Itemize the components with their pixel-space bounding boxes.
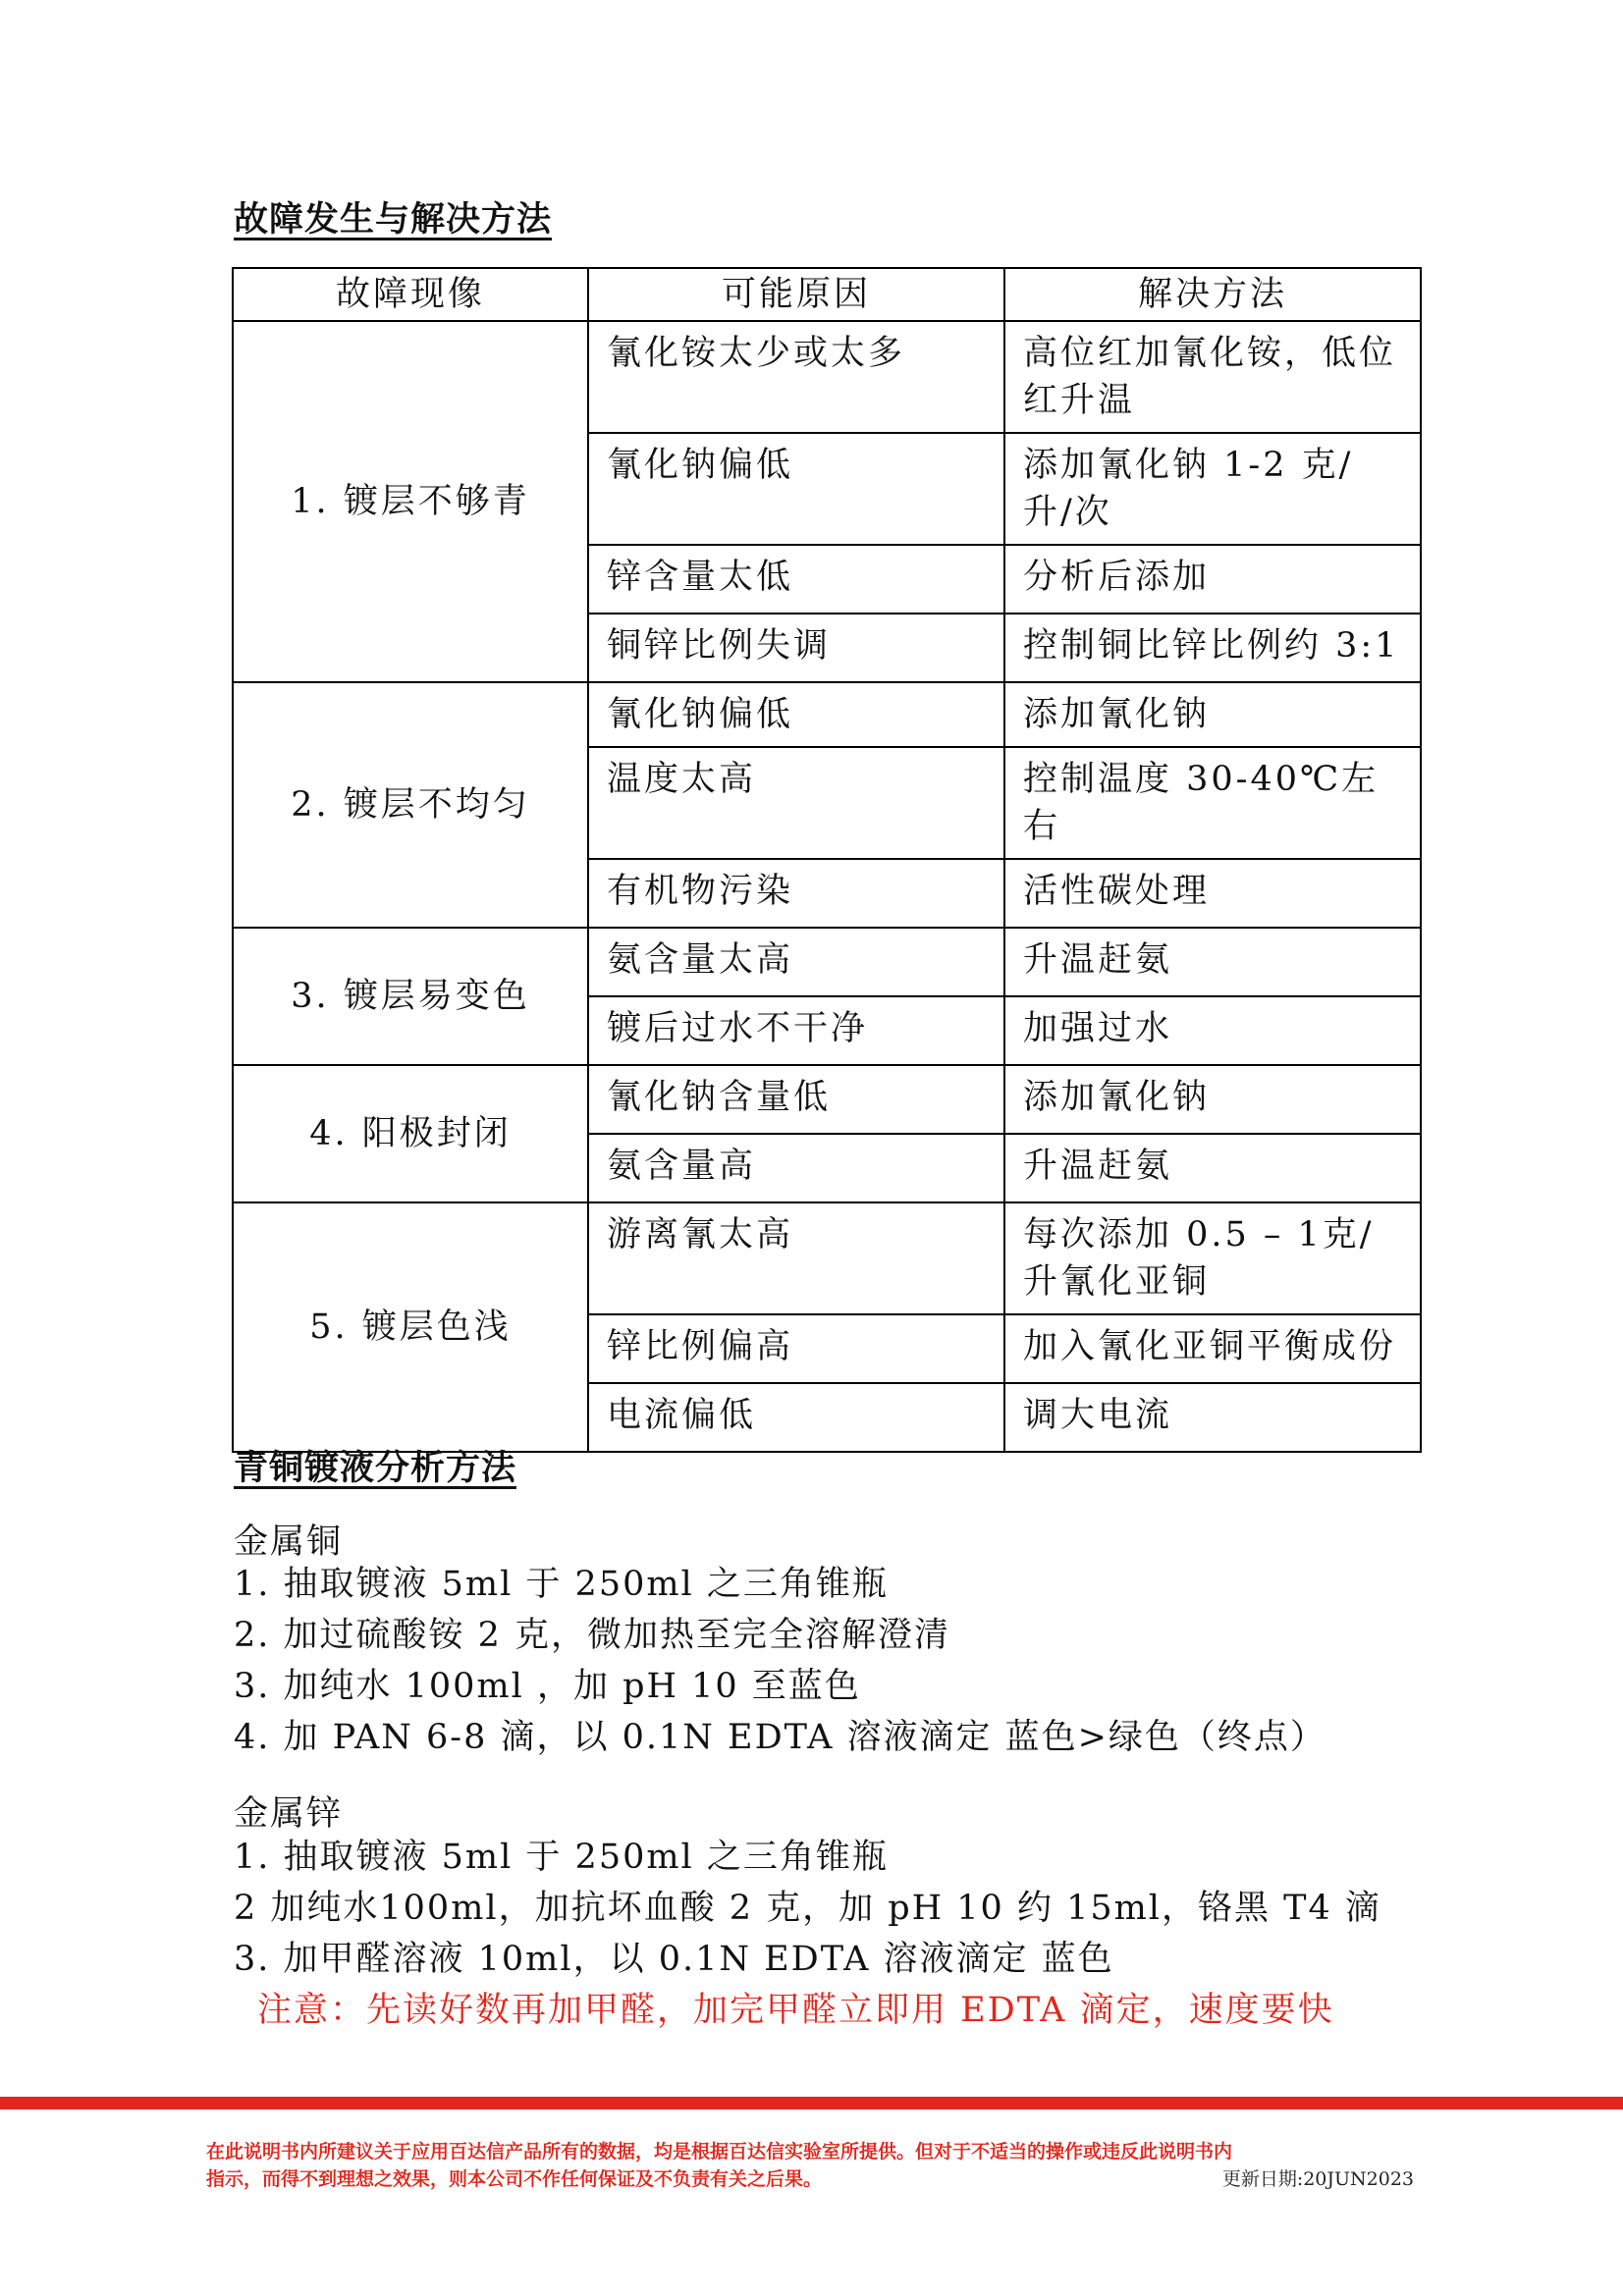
header-solution: 解决方法 bbox=[1004, 268, 1421, 321]
solution-cell: 添加氰化钠 bbox=[1004, 682, 1421, 747]
solution-cell: 高位红加氰化铵，低位红升温 bbox=[1004, 321, 1421, 433]
disclaimer-line-1: 在此说明书内所建议关于应用百达信产品所有的数据，均是根据百达信实验室所提供。但对于不适当的操作或违反此说明书内 bbox=[206, 2141, 1233, 2163]
cause-cell: 镀后过水不干净 bbox=[588, 996, 1004, 1065]
solution-cell: 升温赶氨 bbox=[1004, 1134, 1421, 1202]
section-title-analysis: 青铜镀液分析方法 bbox=[234, 1449, 517, 1488]
solution-cell: 添加氰化钠 bbox=[1004, 1065, 1421, 1134]
solution-cell: 控制铜比锌比例约 3:1 bbox=[1004, 614, 1421, 682]
copper-label: 金属铜 bbox=[234, 1522, 344, 1562]
table-row bbox=[233, 321, 1421, 433]
solution-cell: 添加氰化钠 1-2 克/升/次 bbox=[1004, 433, 1421, 545]
cause-cell: 氨含量太高 bbox=[588, 928, 1004, 996]
solution-cell: 升温赶氨 bbox=[1004, 928, 1421, 996]
table-row bbox=[233, 928, 1421, 996]
cause-cell: 有机物污染 bbox=[588, 859, 1004, 928]
list-item: 3. 加甲醛溶液 10ml，以 0.1N EDTA 溶液滴定 蓝色 bbox=[234, 1940, 1114, 1979]
solution-cell: 分析后添加 bbox=[1004, 545, 1421, 614]
cause-cell: 游离氰太高 bbox=[588, 1202, 1004, 1314]
header-cause: 可能原因 bbox=[588, 268, 1004, 321]
copper-steps-list bbox=[234, 1559, 1326, 1763]
list-item: 4. 加 PAN 6-8 滴，以 0.1N EDTA 溶液滴定 蓝色>绿色（终点） bbox=[234, 1718, 1326, 1757]
zinc-steps-list bbox=[234, 1832, 1381, 1985]
symptom-cell: 5. 镀层色浅 bbox=[233, 1202, 588, 1452]
cause-cell: 温度太高 bbox=[588, 747, 1004, 859]
list-item: 2 加纯水100ml，加抗坏血酸 2 克，加 pH 10 约 15ml，铬黑 T4 滴 bbox=[234, 1889, 1381, 1928]
table-header-row bbox=[233, 268, 1421, 321]
zinc-label: 金属锌 bbox=[234, 1794, 344, 1834]
cause-cell: 氰化钠偏低 bbox=[588, 433, 1004, 545]
solution-cell: 加强过水 bbox=[1004, 996, 1421, 1065]
disclaimer-line-2: 指示，而得不到理想之效果，则本公司不作任何保证及不负责有关之后果。 bbox=[206, 2168, 823, 2190]
cause-cell: 氰化钠偏低 bbox=[588, 682, 1004, 747]
section-title-troubleshooting: 故障发生与解决方法 bbox=[234, 200, 553, 240]
symptom-cell: 4. 阳极封闭 bbox=[233, 1065, 588, 1202]
troubleshooting-table bbox=[232, 267, 1422, 1453]
list-item: 3. 加纯水 100ml ，加 pH 10 至蓝色 bbox=[234, 1667, 861, 1706]
header-symptom: 故障现像 bbox=[233, 268, 588, 321]
cause-cell: 锌含量太低 bbox=[588, 545, 1004, 614]
cause-cell: 铜锌比例失调 bbox=[588, 614, 1004, 682]
solution-cell: 每次添加 0.5 – 1克/升氰化亚铜 bbox=[1004, 1202, 1421, 1314]
solution-cell: 活性碳处理 bbox=[1004, 859, 1421, 928]
symptom-cell: 3. 镀层易变色 bbox=[233, 928, 588, 1065]
symptom-cell: 2. 镀层不均匀 bbox=[233, 682, 588, 928]
update-date: 更新日期:20JUN2023 bbox=[1221, 2168, 1414, 2190]
cause-cell: 氰化钠含量低 bbox=[588, 1065, 1004, 1134]
solution-cell: 加入氰化亚铜平衡成份 bbox=[1004, 1314, 1421, 1383]
warning-note: 注意：先读好数再加甲醛，加完甲醛立即用 EDTA 滴定，速度要快 bbox=[257, 1991, 1334, 2030]
table-row bbox=[233, 1202, 1421, 1314]
footer-divider bbox=[0, 2097, 1623, 2109]
cause-cell: 氨含量高 bbox=[588, 1134, 1004, 1202]
solution-cell: 调大电流 bbox=[1004, 1383, 1421, 1452]
list-item: 1. 抽取镀液 5ml 于 250ml 之三角锥瓶 bbox=[234, 1838, 889, 1877]
footer bbox=[206, 2138, 1414, 2193]
cause-cell: 氰化铵太少或太多 bbox=[588, 321, 1004, 433]
table-row bbox=[233, 682, 1421, 747]
solution-cell: 控制温度 30-40℃左右 bbox=[1004, 747, 1421, 859]
list-item: 2. 加过硫酸铵 2 克，微加热至完全溶解澄清 bbox=[234, 1616, 951, 1655]
symptom-cell: 1. 镀层不够青 bbox=[233, 321, 588, 682]
table-row bbox=[233, 1065, 1421, 1134]
cause-cell: 锌比例偏高 bbox=[588, 1314, 1004, 1383]
cause-cell: 电流偏低 bbox=[588, 1383, 1004, 1452]
list-item: 1. 抽取镀液 5ml 于 250ml 之三角锥瓶 bbox=[234, 1565, 889, 1604]
